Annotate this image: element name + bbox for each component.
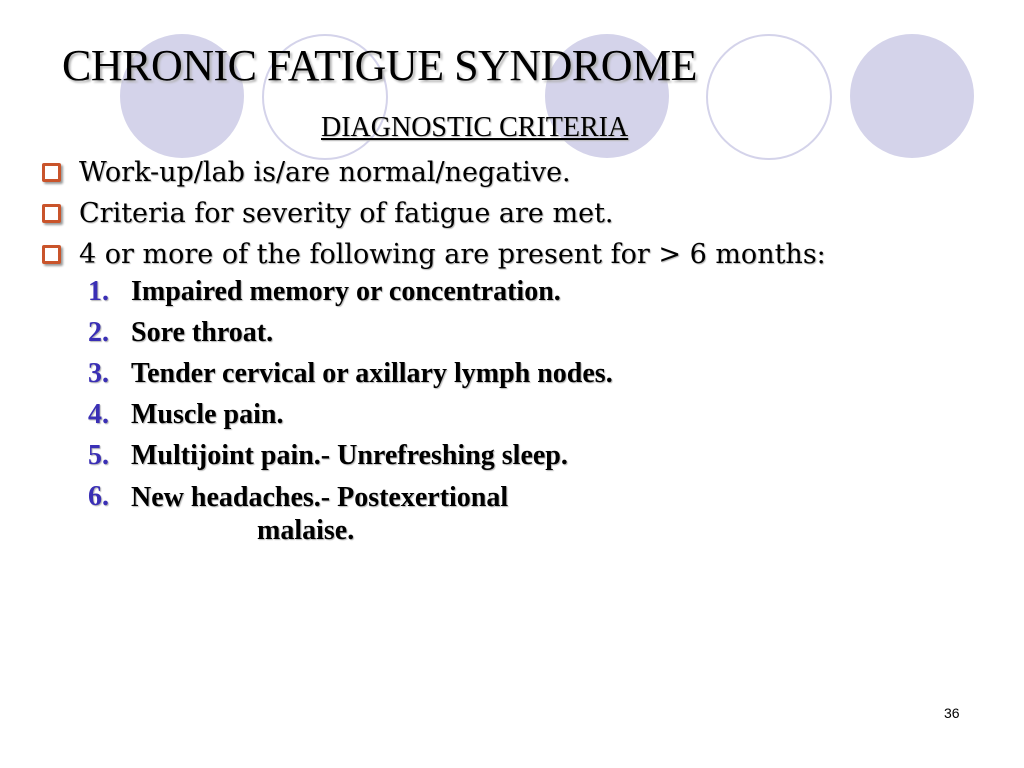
item-number: 5. <box>88 440 109 471</box>
item-text: Impaired memory or concentration. <box>131 276 561 307</box>
bullet-text: Work-up/lab is/are normal/negative. <box>79 157 571 188</box>
criteria-item <box>88 440 613 481</box>
bullet-text: Criteria for severity of fatigue are met. <box>79 198 614 229</box>
item-number: 4. <box>88 399 109 430</box>
hollow-square-bullet-icon <box>42 204 61 223</box>
criteria-item <box>88 358 613 399</box>
item-text: New headaches.- Postexertional malaise. <box>131 482 509 546</box>
numbered-criteria-list <box>88 276 613 547</box>
criteria-item <box>88 399 613 440</box>
slide-subtitle: DIAGNOSTIC CRITERIA <box>321 112 629 143</box>
item-text: Tender cervical or axillary lymph nodes. <box>131 358 613 389</box>
item-text: Muscle pain. <box>131 399 284 430</box>
item-text: Multijoint pain.- Unrefreshing sleep. <box>131 440 568 471</box>
item-number: 1. <box>88 276 109 307</box>
criteria-item <box>88 317 613 358</box>
hollow-square-bullet-icon <box>42 245 61 264</box>
bullet-list <box>40 152 826 275</box>
item-number: 2. <box>88 317 109 348</box>
page-number: 36 <box>944 705 960 721</box>
decorative-ring-2 <box>706 34 832 160</box>
criteria-item <box>88 481 613 547</box>
hollow-square-bullet-icon <box>42 163 61 182</box>
slide-title: CHRONIC FATIGUE SYNDROME <box>62 41 698 90</box>
decorative-circle-3 <box>850 34 974 158</box>
item-text: Sore throat. <box>131 317 274 348</box>
item-number: 6. <box>88 481 109 512</box>
item-number: 3. <box>88 358 109 389</box>
bullet-item <box>40 234 826 275</box>
bullet-item <box>40 152 826 193</box>
bullet-text: 4 or more of the following are present for > 6 months: <box>79 239 826 270</box>
criteria-item <box>88 276 613 317</box>
bullet-item <box>40 193 826 234</box>
